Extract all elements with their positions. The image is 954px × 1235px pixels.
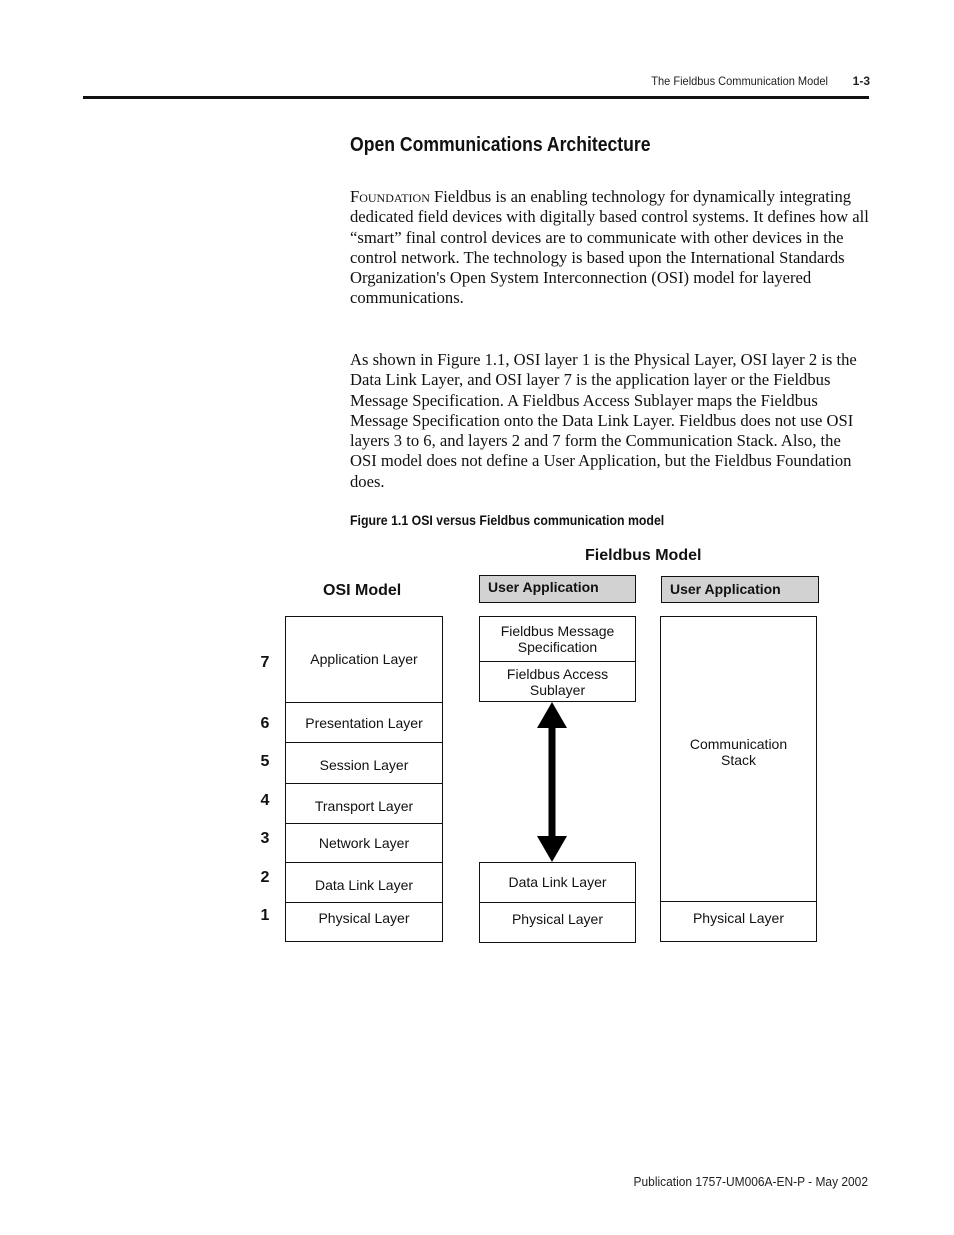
figure-caption: Figure 1.1 OSI versus Fieldbus communication model bbox=[350, 512, 665, 528]
section-title: Open Communications Architecture bbox=[350, 134, 651, 156]
osi-presentation-layer: Presentation Layer bbox=[285, 702, 443, 743]
paragraph-intro bbox=[350, 187, 870, 309]
osi-data-link-layer: Data Link Layer bbox=[285, 862, 443, 903]
osi-network-layer: Network Layer bbox=[285, 823, 443, 863]
header-rule bbox=[83, 96, 869, 99]
paragraph-osi-layers: As shown in Figure 1.1, OSI layer 1 is the Physical Layer, OSI layer 2 is the Data Link Layer, and OSI layer 7 is the application layer or the Fieldbus Message Specification. A Fieldbus Access Sublayer maps the Fieldbus Message Specification onto the Data Link Layer. Fieldbus does not use OSI layers 3 to 6, and layers 2 and 7 form the Communication Stack. Also, the OSI model does not define a User Application, but the Fieldbus Foundation does. bbox=[350, 350, 857, 491]
double-arrow-icon bbox=[530, 700, 576, 864]
fieldbus-physical-layer: Physical Layer bbox=[479, 902, 636, 943]
paragraph-intro-text: Fieldbus is an enabling technology for dynamically integrating dedicated field devices with digitally based control systems. It defines how all “smart” final control devices are to communicate with other devices in the control network. The technology is based upon the International Standards Organization's Open System Interconnection (OSI) model for layered communications. bbox=[350, 187, 869, 308]
fieldbus-model-title: Fieldbus Model bbox=[585, 547, 702, 564]
osi-application-layer: Application Layer bbox=[285, 616, 443, 703]
osi-model-title: OSI Model bbox=[323, 582, 402, 599]
layer-number-3: 3 bbox=[260, 830, 270, 847]
fieldbus-data-link-layer: Data Link Layer bbox=[479, 862, 636, 903]
fieldbus-access-sublayer: Fieldbus Access Sublayer bbox=[479, 661, 636, 702]
page-number: 1-3 bbox=[852, 74, 870, 88]
layer-number-2: 2 bbox=[260, 869, 270, 886]
stack-physical-layer: Physical Layer bbox=[660, 901, 817, 942]
fieldbus-message-specification: Fieldbus Message Specification bbox=[479, 616, 636, 662]
osi-session-layer: Session Layer bbox=[285, 742, 443, 784]
stack-user-application: User Application bbox=[661, 576, 819, 603]
layer-number-4: 4 bbox=[260, 792, 270, 809]
fieldbus-user-application: User Application bbox=[479, 575, 636, 603]
osi-transport-layer: Transport Layer bbox=[285, 783, 443, 824]
communication-stack: Communication Stack bbox=[660, 616, 817, 902]
layer-number-6: 6 bbox=[260, 715, 270, 732]
layer-number-1: 1 bbox=[260, 907, 270, 924]
running-header-title: The Fieldbus Communication Model bbox=[651, 74, 828, 88]
osi-physical-layer: Physical Layer bbox=[285, 902, 443, 942]
foundation-smallcaps: Foundation bbox=[350, 187, 430, 206]
layer-number-5: 5 bbox=[260, 753, 270, 770]
publication-footer: Publication 1757-UM006A-EN-P - May 2002 bbox=[633, 1174, 868, 1189]
layer-number-7: 7 bbox=[260, 654, 270, 671]
